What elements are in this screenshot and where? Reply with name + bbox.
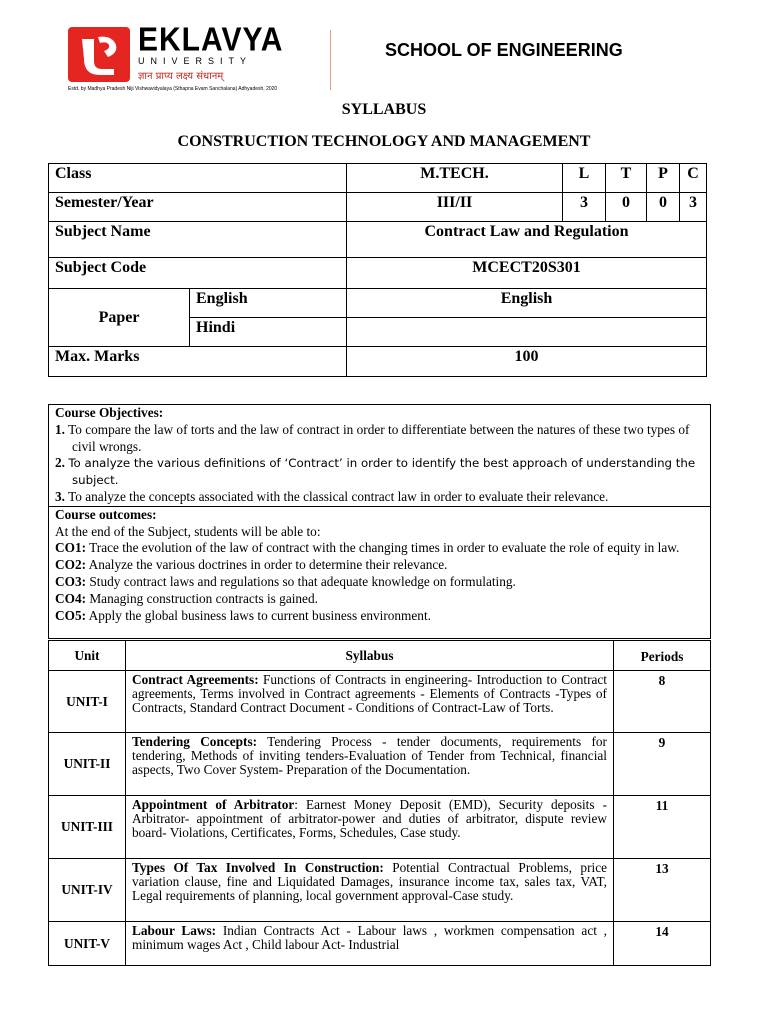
unit-periods: 8 <box>614 671 711 733</box>
class-row <box>49 164 707 193</box>
c-value: 3 <box>680 193 707 222</box>
eklavya-logo-icon <box>68 27 130 82</box>
p-label: P <box>647 164 680 193</box>
unit-label: UNIT-V <box>49 922 126 966</box>
c-label: C <box>680 164 707 193</box>
objective-item: 3. To analyze the concepts associated with the classical contract law in order to evaluate their relevance. <box>55 488 609 504</box>
outcome-item: CO2: Analyze the various doctrines in order to determine their relevance. <box>55 557 448 573</box>
syllabus-table <box>48 640 711 966</box>
unit-periods: 13 <box>614 859 711 922</box>
table-row <box>49 859 711 922</box>
outcomes-heading: Course outcomes: <box>55 506 157 522</box>
unit-label: UNIT-I <box>49 671 126 733</box>
unit-description: Appointment of Arbitrator: Earnest Money Deposit (EMD), Security deposits - Arbitrator- appointment of arbitrator-power and duties of arbitrator, dispute review board- Violations, Certificates, Forms, Schedules, Case study. <box>126 796 614 859</box>
syllabus-header-row <box>49 641 711 671</box>
objective-item: 1. To compare the law of torts and the law of contract in order to differentiate between the natures of these two types of civil wrongs. <box>55 421 690 454</box>
subject-code-label: Subject Code <box>49 258 347 289</box>
header-divider <box>330 30 331 90</box>
syllabus-header: Syllabus <box>126 641 614 671</box>
class-value: M.TECH. <box>347 164 563 193</box>
unit-description: Labour Laws: Indian Contracts Act - Labour laws , workmen compensation act , minimum wages Act , Child labour Act- Industrial <box>126 922 614 966</box>
unit-periods: 14 <box>614 922 711 966</box>
t-value: 0 <box>606 193 647 222</box>
l-value: 3 <box>563 193 606 222</box>
max-marks-row <box>49 347 707 377</box>
unit-periods: 9 <box>614 733 711 796</box>
brand-name: EKLAVYA <box>138 21 284 59</box>
outcome-item: CO1: Trace the evolution of the law of contract with the changing times in order to evaluate the role of equity in law. <box>55 540 680 556</box>
paper-english-row <box>49 289 707 318</box>
semester-row <box>49 193 707 222</box>
max-marks-label: Max. Marks <box>49 347 347 377</box>
objectives-heading: Course Objectives: <box>55 405 164 420</box>
unit-description: Types Of Tax Involved In Construction: Potential Contractual Problems, price variation clause, fine and Liquidated Damages, insurance income tax, sales tax, VAT, Legal requirements of planning, local government approval-Case study. <box>126 859 614 922</box>
paper-label: Paper <box>49 289 190 347</box>
objective-item: 2. To analyze the various definitions of ‘Contract’ in order to identify the best approach of understanding the subject. <box>55 455 696 488</box>
unit-description: Contract Agreements: Functions of Contracts in engineering- Introduction to Contract agreements, Terms involved in Contract agreements - Elements of Contracts -Types of Contracts, Standard Contract Document - Conditions of Contract-Law of Torts. <box>126 671 614 733</box>
table-row <box>49 733 711 796</box>
table-row <box>49 671 711 733</box>
unit-label: UNIT-II <box>49 733 126 796</box>
paper-english-value: English <box>347 289 707 318</box>
semester-label: Semester/Year <box>49 193 347 222</box>
l-label: L <box>563 164 606 193</box>
class-label: Class <box>49 164 347 193</box>
brand-motto: ज्ञान प्राप्य लक्ष्य संधानम् <box>138 71 224 82</box>
brand-subtitle: UNIVERSITY <box>138 56 253 66</box>
subject-info-table <box>48 163 707 377</box>
course-title: CONSTRUCTION TECHNOLOGY AND MANAGEMENT <box>177 133 591 150</box>
subject-name-label: Subject Name <box>49 222 347 258</box>
table-row <box>49 922 711 966</box>
school-name: SCHOOL OF ENGINEERING <box>385 40 623 60</box>
max-marks-value: 100 <box>347 347 707 377</box>
outcome-item: CO5: Apply the global business laws to current business environment. <box>55 607 431 623</box>
subject-code-value: MCECT20S301 <box>347 258 707 289</box>
outcomes-intro: At the end of the Subject, students will be able to: <box>55 523 321 539</box>
unit-description: Tendering Concepts: Tendering Process - tender documents, requirements for tendering, Methods of inviting tenders-Evaluation of Tender from Technical, financial aspects, Two Cover System- Preparation of the Documentation. <box>126 733 614 796</box>
t-label: T <box>606 164 647 193</box>
paper-hindi-value <box>347 318 707 347</box>
unit-header: Unit <box>49 641 126 671</box>
course-objectives <box>49 405 710 506</box>
subject-code-row <box>49 258 707 289</box>
paper-english-label: English <box>190 289 347 318</box>
outcome-item: CO4: Managing construction contracts is gained. <box>55 590 318 606</box>
paper-hindi-label: Hindi <box>190 318 347 347</box>
course-outcomes <box>49 507 710 625</box>
p-value: 0 <box>647 193 680 222</box>
syllabus-title: SYLLABUS <box>341 101 427 118</box>
unit-label: UNIT-IV <box>49 859 126 922</box>
periods-header: Periods <box>614 641 711 671</box>
outcome-item: CO3: Study contract laws and regulations so that adequate knowledge on formulating. <box>55 573 516 589</box>
subject-name-value: Contract Law and Regulation <box>347 222 707 258</box>
table-row <box>49 796 711 859</box>
unit-label: UNIT-III <box>49 796 126 859</box>
subject-name-row <box>49 222 707 258</box>
brand-establishment-note: Estd. by Madhya Pradesh Niji Vishwavidyalaya (Sthapna Evam Sanchalana) Adhyadesh, 2020 <box>68 86 278 92</box>
brand-block <box>138 21 318 82</box>
objectives-outcomes-box <box>48 404 711 639</box>
unit-periods: 11 <box>614 796 711 859</box>
semester-value: III/II <box>347 193 563 222</box>
